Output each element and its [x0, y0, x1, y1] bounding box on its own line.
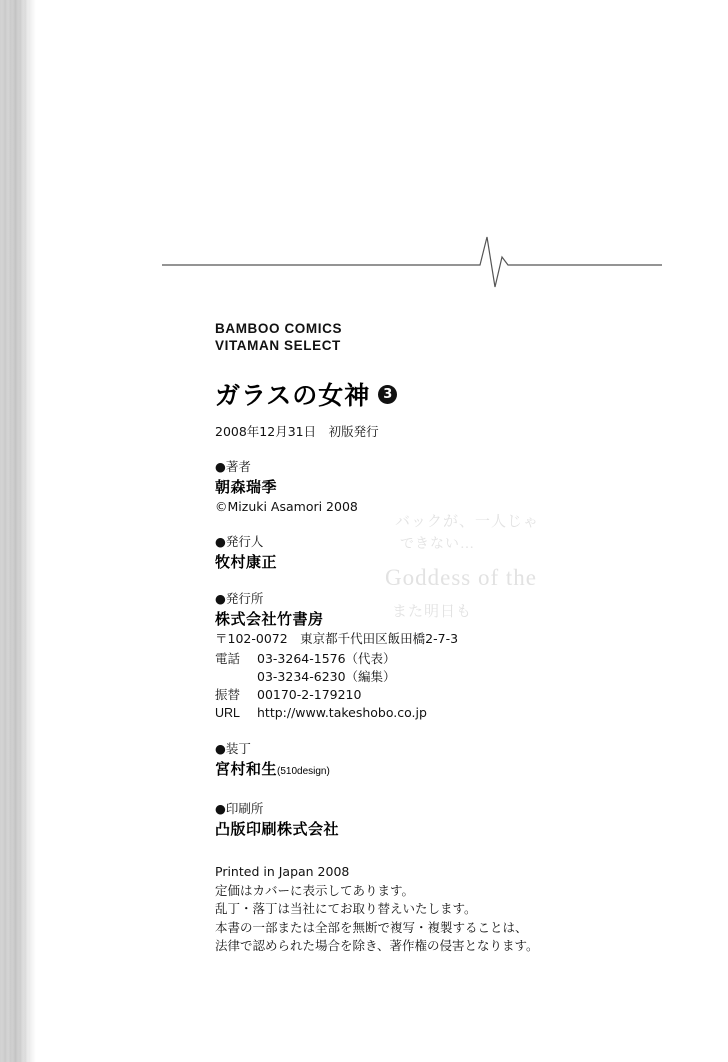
- contact-label: URL: [215, 706, 241, 720]
- publisher-url[interactable]: http://www.takeshobo.co.jp: [257, 705, 427, 720]
- section-designer-label: ●装丁: [215, 741, 251, 756]
- imprint-line-1: BAMBOO COMICS: [215, 321, 343, 336]
- imprint-name: [215, 320, 635, 354]
- colophon-block: [215, 320, 635, 956]
- contact-label: 振替: [215, 687, 241, 702]
- bleed-through-text: Goddess of the: [385, 565, 537, 590]
- printer-name: 凸版印刷株式会社: [215, 820, 340, 838]
- title-row: [215, 376, 635, 412]
- publisher-contacts: [215, 650, 635, 722]
- legal-line: 乱丁・落丁は当社にてお取り替えいたします。: [215, 901, 477, 916]
- contact-label: 電話: [215, 651, 241, 666]
- author-name: 朝森瑞季: [215, 478, 278, 496]
- publisher-address: 〒102-0072 東京都千代田区飯田橋2-7-3: [215, 631, 459, 646]
- contact-value: 00170-2-179210: [257, 687, 362, 702]
- contact-value: 03-3264-1576（代表）: [257, 651, 396, 666]
- publisher-company-name: 株式会社竹書房: [215, 610, 324, 628]
- contact-row: [215, 668, 635, 686]
- gutter-edge-fade: [30, 0, 36, 1062]
- section-publisher-company: [215, 591, 635, 722]
- heartbeat-line-icon: [162, 232, 662, 294]
- contact-row-url: [215, 704, 635, 722]
- legal-line: 法律で認められた場合を除き、著作権の侵害となります。: [215, 938, 539, 953]
- section-publisher-person: [215, 534, 635, 572]
- section-author-label: ●著者: [215, 459, 251, 474]
- designer-name: 宮村和生: [215, 760, 278, 778]
- legal-notice: [215, 863, 635, 956]
- gutter-texture: [0, 0, 30, 1062]
- legal-line: 定価はカバーに表示してあります。: [215, 882, 415, 898]
- bleed-through-text: また明日も: [392, 604, 473, 620]
- legal-line: 本書の一部または全部を無断で複写・複製することは、: [215, 919, 528, 935]
- scan-binding-gutter: [0, 0, 30, 1062]
- section-publisher-person-label: ●発行人: [215, 534, 264, 549]
- volume-badge: 3: [378, 385, 397, 404]
- contact-value: 03-3234-6230（編集）: [257, 669, 396, 684]
- section-author: [215, 459, 635, 515]
- designer-name-row: [215, 759, 635, 782]
- contact-row: [215, 650, 635, 668]
- contact-row: [215, 686, 635, 704]
- bleed-through-text: できない…: [400, 537, 475, 552]
- publisher-person-name: 牧村康正: [215, 553, 278, 571]
- section-designer: [215, 741, 635, 782]
- section-printer: [215, 801, 635, 839]
- heartbeat-divider: [162, 232, 662, 294]
- imprint-line-2: VITAMAN SELECT: [215, 338, 341, 353]
- section-printer-label: ●印刷所: [215, 801, 264, 816]
- book-title: ガラスの女神: [215, 381, 371, 410]
- legal-line: Printed in Japan 2008: [215, 864, 350, 879]
- publication-date: 2008年12月31日 初版発行: [215, 424, 379, 439]
- author-copyright: ©Mizuki Asamori 2008: [215, 499, 358, 514]
- bleed-through-text: バックが、一人じゃ: [395, 514, 540, 530]
- designer-studio: (510design): [277, 766, 330, 777]
- section-publisher-company-label: ●発行所: [215, 591, 264, 606]
